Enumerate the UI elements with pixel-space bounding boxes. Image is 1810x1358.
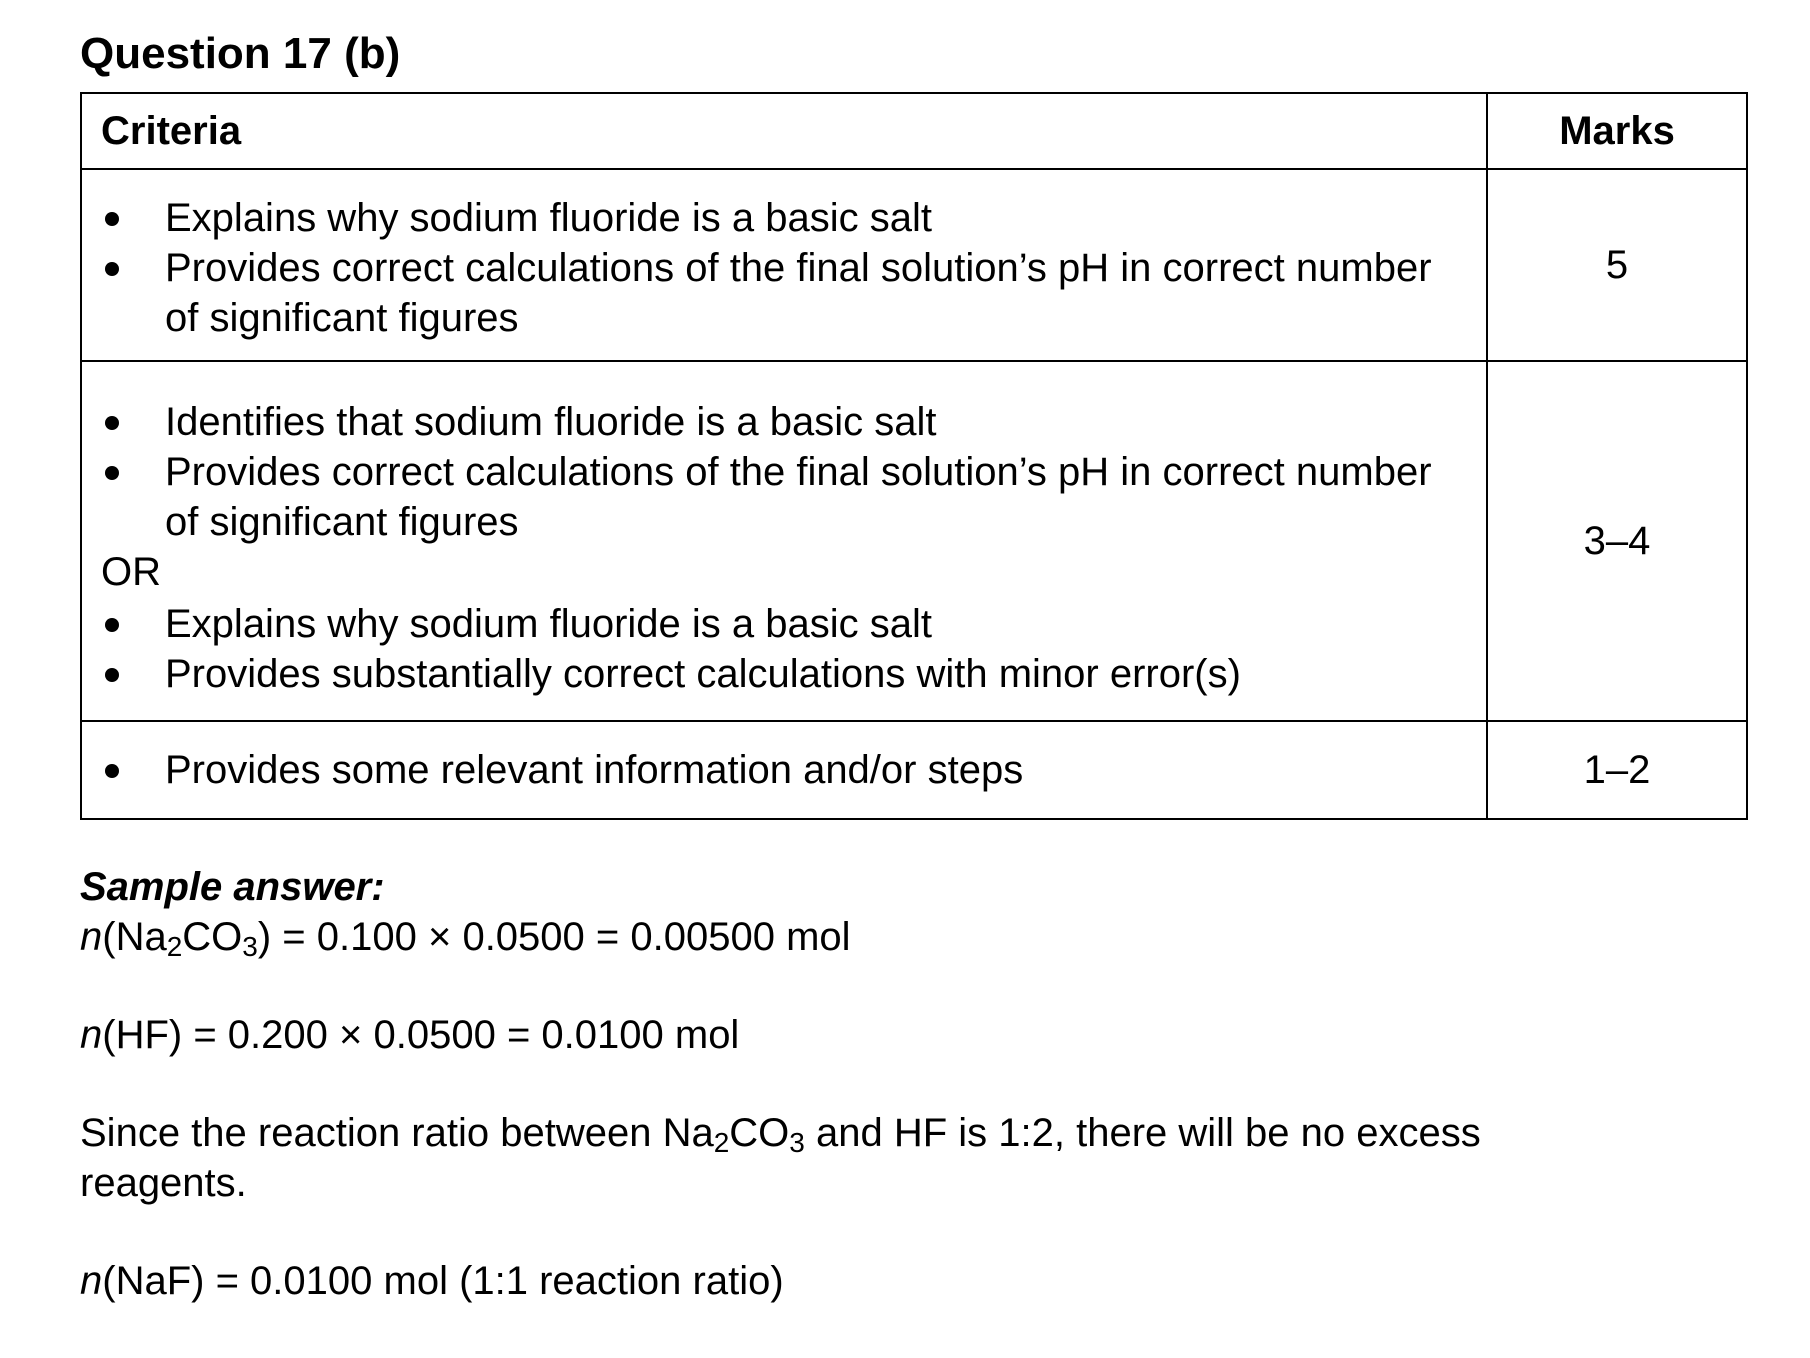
- bullet-icon: [101, 243, 165, 293]
- criteria-cell: [81, 169, 1487, 361]
- marks-value: 1–2: [1487, 721, 1747, 819]
- table-header-row: [81, 93, 1747, 169]
- criteria-text: Explains why sodium fluoride is a basic salt: [165, 602, 933, 646]
- equation-text: (NaF) = 0.0100 mol (1:1 reaction ratio): [102, 1259, 784, 1303]
- criteria-list-item: [101, 599, 1470, 649]
- sample-answer: [80, 862, 1750, 1306]
- table-row: [81, 361, 1747, 721]
- bullet-icon: [101, 745, 165, 795]
- subscript: 3: [242, 931, 258, 962]
- moles-symbol: n: [80, 915, 103, 959]
- bullet-icon: [101, 193, 165, 243]
- equation-text: (HF) = 0.200 × 0.0500 = 0.0100 mol: [102, 1013, 740, 1057]
- statement-text: reagents.: [80, 1161, 247, 1205]
- criteria-text: Provides correct calculations of the final solution’s pH in correct number of significant figures: [165, 246, 1432, 340]
- reaction-ratio-statement: [80, 1108, 1750, 1208]
- bullet-icon: [101, 397, 165, 447]
- table-row: [81, 169, 1747, 361]
- or-label: OR: [101, 550, 161, 594]
- criteria-text: Explains why sodium fluoride is a basic salt: [165, 196, 933, 240]
- marks-value: 5: [1487, 169, 1747, 361]
- equation-text: CO: [182, 915, 243, 959]
- marks-header: Marks: [1487, 93, 1747, 169]
- criteria-header: Criteria: [81, 93, 1487, 169]
- subscript: 2: [166, 931, 183, 962]
- criteria-cell: [81, 721, 1487, 819]
- equation-moles-hf: [80, 1010, 1750, 1060]
- criteria-text: Provides some relevant information and/or steps: [165, 748, 1024, 792]
- page: [80, 26, 1750, 1306]
- subscript: 2: [713, 1127, 730, 1158]
- equation-text: ) = 0.100 × 0.0500 = 0.00500 mol: [257, 915, 851, 959]
- moles-symbol: n: [80, 1259, 103, 1303]
- table-row: [81, 721, 1747, 819]
- criteria-list-item: [101, 649, 1470, 699]
- criteria-list-item: [101, 193, 1470, 243]
- bullet-icon: [101, 447, 165, 497]
- criteria-list-item: [101, 745, 1470, 795]
- sample-answer-title: Sample answer:: [80, 865, 385, 909]
- criteria-list-item: [101, 447, 1470, 547]
- subscript: 3: [789, 1127, 805, 1158]
- equation-text: (Na: [102, 915, 167, 959]
- equation-moles-naf: [80, 1256, 1750, 1306]
- criteria-text: Provides substantially correct calculations with minor error(s): [165, 652, 1241, 696]
- criteria-cell: [81, 361, 1487, 721]
- criteria-list-item: [101, 243, 1470, 343]
- statement-text: and HF is 1:2, there will be no excess: [804, 1111, 1481, 1155]
- criteria-text: Provides correct calculations of the final solution’s pH in correct number of significant figures: [165, 450, 1432, 544]
- bullet-icon: [101, 649, 165, 699]
- bullet-icon: [101, 599, 165, 649]
- question-heading: Question 17 (b): [80, 29, 401, 78]
- criteria-list-item: [101, 397, 1470, 447]
- marks-value: 3–4: [1487, 361, 1747, 721]
- statement-text: CO: [729, 1111, 790, 1155]
- criteria-text: Identifies that sodium fluoride is a basic salt: [165, 400, 937, 444]
- equation-moles-na2co3: [80, 912, 1750, 962]
- marking-criteria-table: [80, 92, 1748, 820]
- statement-text: Since the reaction ratio between Na: [80, 1111, 714, 1155]
- moles-symbol: n: [80, 1013, 103, 1057]
